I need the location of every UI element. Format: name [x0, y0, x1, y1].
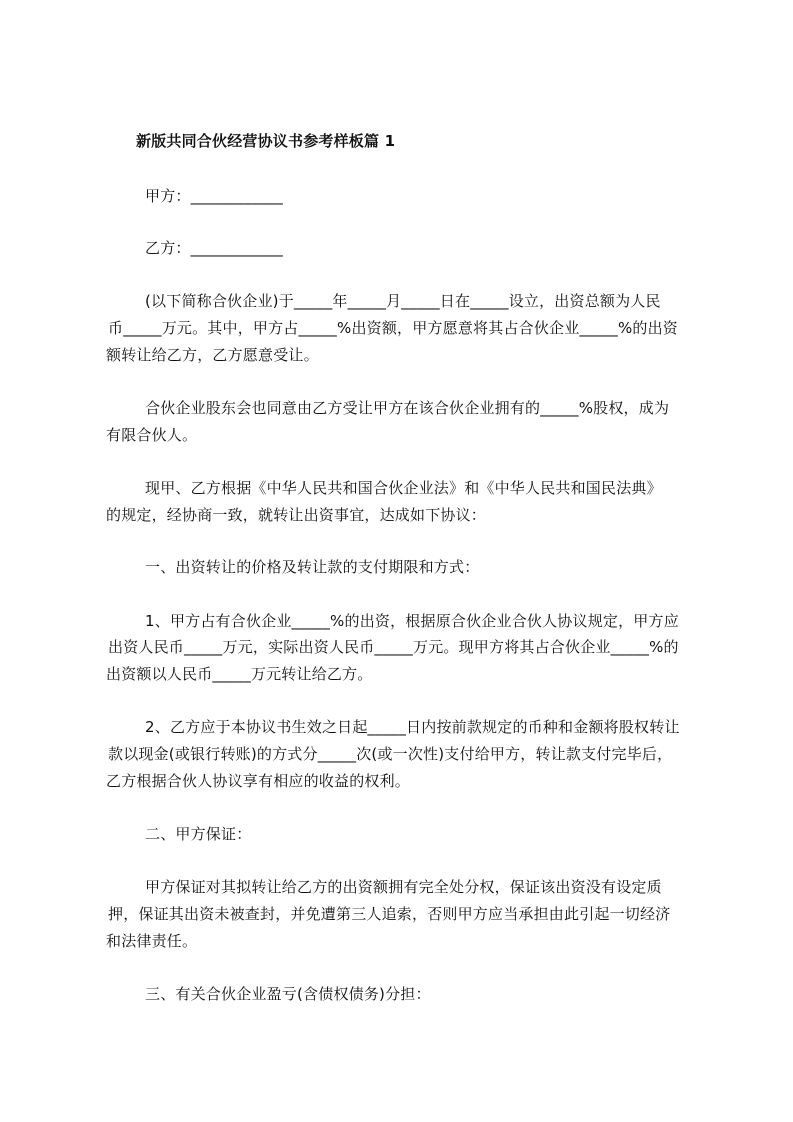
section-3-heading: 三、有关合伙企业盈亏(含债权债务)分担： [145, 985, 431, 1003]
section-2-paragraph-line-2: 押，保证其出资未被查封，并免遭第三人追索，否则甲方应当承担由此引起一切经济 [108, 905, 671, 923]
section-1-item-1-line-2: 出资人民币_____万元，实际出资人民币_____万元。现甲方将其占合伙企业_____%的 [108, 638, 679, 656]
document-title: 新版共同合伙经营协议书参考样板篇 1 [136, 132, 396, 150]
section-1-item-2-line-3: 乙方根据合伙人协议享有相应的收益的权利。 [106, 772, 411, 790]
section-1-item-1-line-3: 出资额以人民币_____万元转让给乙方。 [106, 665, 373, 683]
paragraph-2-line-2: 有限合伙人。 [106, 426, 198, 444]
paragraph-1-line-1: (以下简称合伙企业)于_____年_____月_____日在_____设立，出资总额为人民 [145, 292, 661, 310]
section-1-item-2-line-1: 2、乙方应于本协议书生效之日起_____日内按前款规定的币种和金额将股权转让 [145, 718, 680, 736]
paragraph-3-line-1: 现甲、乙方根据《中华人民共和国合伙企业法》和《中华人民共和国民法典》 [145, 479, 662, 497]
party-b-line: 乙方：____________ [145, 239, 284, 257]
paragraph-1-line-2: 币_____万元。其中，甲方占_____%出资额，甲方愿意将其占合伙企业_____%的出资 [108, 319, 679, 337]
paragraph-1-line-3: 额转让给乙方，乙方愿意受让。 [106, 346, 319, 364]
section-1-item-1-line-1: 1、甲方占有合伙企业_____%的出资，根据原合伙企业合伙人协议规定，甲方应 [145, 612, 679, 630]
party-a-line: 甲方：____________ [145, 187, 284, 205]
paragraph-2-line-1: 合伙企业股东会也同意由乙方受让甲方在该合伙企业拥有的_____%股权，成为 [145, 399, 670, 417]
section-2-paragraph-line-1: 甲方保证对其拟转让给乙方的出资额拥有完全处分权，保证该出资没有设定质 [145, 878, 662, 896]
paragraph-3-line-2: 的规定，经协商一致，就转让出资事宜，达成如下协议： [106, 506, 487, 524]
section-2-heading: 二、甲方保证： [145, 825, 252, 843]
section-2-paragraph-line-3: 和法律责任。 [106, 932, 198, 950]
section-1-item-2-line-2: 款以现金(或银行转账)的方式分_____次(或一次性)支付给甲方，转让款支付完毕后， [108, 745, 673, 763]
section-1-heading: 一、出资转让的价格及转让款的支付期限和方式： [145, 558, 480, 576]
